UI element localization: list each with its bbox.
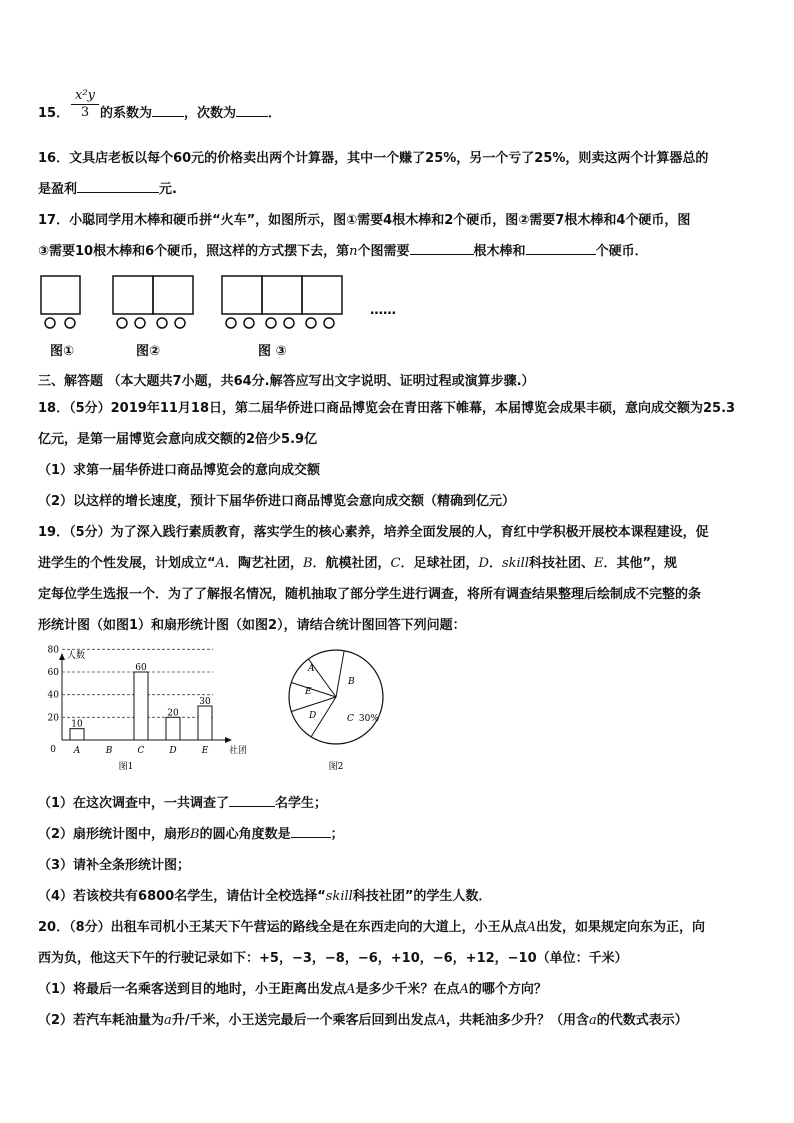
answer-blank[interactable] [77,180,159,193]
answer-blank[interactable] [152,104,184,117]
fraction-denominator: 3 [80,105,90,120]
bar-data-label: 30 [199,697,211,707]
q20-sub2: （2）若汽车耗油量为a升/千米，小王送完最后一个乘客后回到出发点A，共耗油多少升？（用含a的代数式表示） [38,1013,688,1028]
y-axis-label: 人数 [67,651,86,661]
q16-line1: 16．文具店老板以每个60元的价格卖出两个计算器，其中一个赚了25%，另一个亏了25%，则卖这两个计算器总的 [38,151,709,166]
ellipsis: …… [370,303,396,318]
answer-blank[interactable] [410,242,474,255]
train-figure-1 [41,276,80,328]
q20-line2: 西为负，他这天下午的行驶记录如下：+5，−3，−8，−6，+10，−6，+12，−10（单位：千米） [38,951,628,966]
q15-number: 15． [38,106,70,121]
x-tick-label: D [169,746,177,756]
y-tick-label: 20 [47,713,59,724]
bar [134,672,148,740]
pie-slice-label: C 30% [347,714,379,724]
q15-text: 的系数为 ，次数为 ． [100,106,282,121]
q19-charts [0,645,794,775]
bar-data-label: 10 [71,719,83,730]
y-tick-label: 60 [47,668,59,678]
q18-line1: 18．（5分）2019年11月18日，第二届华侨进口商品博览会在青田落下帷幕，本届博览会成果丰硕，意向成交额为25.3 [38,401,736,416]
q15-fraction [71,88,99,121]
x-axis-label: 社团 [229,746,248,756]
train-figures [0,270,794,360]
x-tick-label: B [105,746,113,756]
pie-slice-label: D [309,711,317,721]
figure-caption: 图 ③ [258,344,287,359]
figure-caption: 图② [136,344,161,359]
q19-line1: 19．（5分）为了深入践行素质教育，落实学生的核心素养，培养全面发展的人，育红中学积极开展校本课程建设，促 [38,525,709,540]
pie-slice-label: E [305,687,312,697]
bar-data-label: 20 [167,708,179,719]
q19-sub3: （3）请补全条形统计图； [38,858,191,873]
figure-caption: 图2 [328,762,344,772]
q17-line2: ③需要10根木棒和6个硬币，照这样的方式摆下去，第n个图需要 根木棒和 个硬币． [38,244,648,259]
q19-line4: 形统计图（如图1）和扇形统计图（如图2），请结合统计图回答下列问题： [38,618,466,633]
q18-sub2: （2）以这样的增长速度，预计下届华侨进口商品博览会意向成交额（精确到亿元） [38,494,516,509]
answer-blank[interactable] [291,825,331,838]
q19-sub4: （4）若该校共有6800名学生，请估计全校选择“skill科技社团”的学生人数． [38,889,492,904]
pie-slice-label: B [348,677,355,687]
pie-chart [289,650,383,744]
pie-slice-label: A [308,664,315,674]
q19-line2: 进学生的个性发展，计划成立“A．陶艺社团，B．航模社团，C．足球社团，D．skill科技社团、E．其他”，规 [38,556,678,571]
answer-blank[interactable] [526,242,596,255]
q19-line3: 定每位学生选报一个．为了了解报名情况，随机抽取了部分学生进行调查，将所有调查结果整理后绘制成不完整的条 [38,587,702,602]
bar-data-label: 60 [135,663,147,673]
x-tick-label: A [73,746,81,756]
bar [70,729,84,740]
answer-blank[interactable] [236,104,268,117]
x-tick-label: E [201,746,209,756]
y-axis-arrow [59,653,65,660]
bar [166,717,180,740]
bar [198,706,212,740]
bar-chart [48,645,247,756]
x-tick-label: C [137,746,145,756]
q18-line2: 亿元，是第一届博览会意向成交额的2倍少5.9亿 [38,432,318,447]
train-figure-3 [222,276,342,328]
y-tick-label: 0 [50,745,56,755]
q18-sub1: （1）求第一届华侨进口商品博览会的意向成交额 [38,463,321,478]
answer-blank[interactable] [229,794,275,807]
y-tick-label: 40 [47,690,59,701]
q20-line1: 20．（8分）出租车司机小王某天下午营运的路线全是在东西走向的大道上，小王从点A出发，如果规定向东为正，向 [38,920,706,935]
figure-caption: 图① [50,344,75,359]
q20-sub1: （1）将最后一名乘客送到目的地时，小王距离出发点A是多少千米？在点A的哪个方向？ [38,982,547,997]
y-tick-label: 80 [47,645,59,656]
train-figure-2 [113,276,193,328]
figure-caption: 图1 [118,762,134,772]
section-heading: 三、解答题 （本大题共7小题，共64分.解答应写出文字说明、证明过程或演算步骤.） [38,374,535,389]
q19-sub2: （2）扇形统计图中，扇形B的圆心角度数是 ； [38,827,344,842]
q19-sub1: （1）在这次调查中，一共调查了 名学生； [38,796,328,811]
q16-line2: 是盈利 元. [38,182,177,197]
x-axis-arrow [225,737,232,743]
fraction-numerator: x²y [71,88,99,105]
q17-line1: 17．小聪同学用木棒和硬币拼“火车”，如图所示，图①需要4根木棒和2个硬币，图②需要7根木棒和4个硬币，图 [38,213,691,228]
